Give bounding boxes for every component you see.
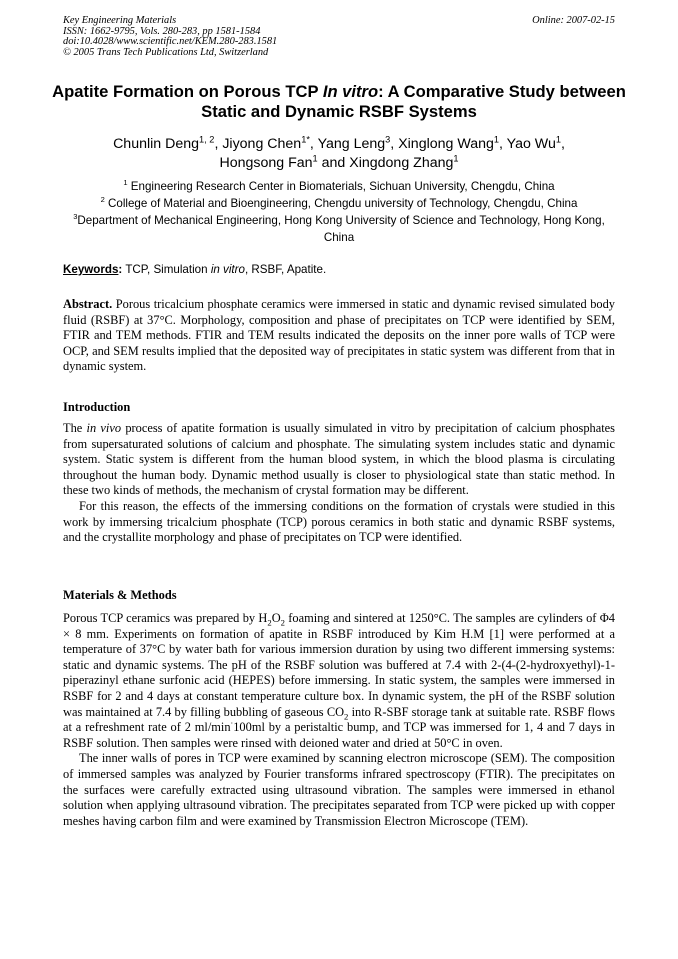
author-affil-mark: 1 bbox=[555, 134, 561, 145]
author-affil-mark: 1 bbox=[453, 153, 459, 164]
middle-dot: · bbox=[230, 719, 234, 729]
author-name: Jiyong Chen bbox=[222, 136, 302, 152]
subscript: 2 bbox=[280, 617, 285, 628]
author-name: Xinglong Wang bbox=[398, 136, 494, 152]
keywords-line bbox=[63, 262, 615, 277]
title-italic: In vitro bbox=[322, 82, 379, 101]
author-name: Hongsong Fan bbox=[219, 155, 313, 171]
abstract-text: Porous tricalcium phosphate ceramics were immersed in static and dynamic revised simulated body fluid (RSBF) at 37°C. Morphology, composition and phase of precipitates on TCP were identified by SEM, FTIR and TEM methods. FTIR and TEM results indicated the deposits on the inner pore walls of TCP were OCP, and SEM results implied that the deposited way of precipitates in static system was different from that in dynamic system. bbox=[63, 297, 615, 374]
introduction-heading: Introduction bbox=[63, 400, 131, 414]
affiliation bbox=[58, 178, 620, 195]
author-separator: , bbox=[560, 136, 565, 152]
abstract bbox=[63, 297, 615, 375]
paper-title bbox=[50, 82, 628, 122]
affiliation-text: College of Material and Bioengineering, Chengdu university of Technology, Chengdu, China bbox=[108, 197, 578, 210]
author-affil-mark: 1* bbox=[301, 134, 310, 145]
author-separator: and bbox=[317, 155, 350, 171]
issn-line: ISSN: 1662-9795, Vols. 280-283, pp 1581-1584 bbox=[63, 25, 261, 37]
author-affil-mark: 1, 2 bbox=[199, 134, 215, 145]
methods-p1-b: O bbox=[271, 611, 281, 625]
affiliation-text: Department of Mechanical Engineering, Hong Kong University of Science and Technology, Hong Kong, China bbox=[77, 214, 605, 244]
affiliation-list bbox=[58, 178, 620, 246]
online-date: Online: 2007-02-15 bbox=[532, 15, 615, 26]
keywords-italic: in vitro bbox=[210, 263, 245, 276]
intro-p1-start: The bbox=[63, 421, 87, 435]
author-name: Xingdong Zhang bbox=[349, 155, 454, 171]
methods-section bbox=[63, 611, 615, 829]
affiliation-number: 3 bbox=[73, 212, 78, 222]
methods-paragraph-1 bbox=[63, 611, 615, 751]
author-affil-mark: 1 bbox=[493, 134, 500, 145]
author-name: Yao Wu bbox=[506, 136, 556, 152]
affiliation bbox=[58, 195, 620, 212]
author-affil-mark: 1 bbox=[312, 153, 318, 164]
publication-header bbox=[63, 16, 277, 58]
subscript: 2 bbox=[344, 711, 349, 722]
title-part-2: : A Comparative Study between Static and Dynamic RSBF Systems bbox=[201, 82, 626, 121]
author-name: Yang Leng bbox=[317, 136, 386, 152]
intro-p1-rest: process of apatite formation is usually simulated in vitro by precipitation of calcium phosphates from supersaturated solutions of calcium and phosphate. The simulating system includes static and dynamic system. Static system is different from the human blood system, in which the blood plasma is circulating throughout the human body. Dynamic method usually is closer to physiological state than static method. In these two kinds of methods, the mechanism of crystal formation may be different. bbox=[63, 421, 615, 498]
methods-heading: Materials & Methods bbox=[63, 588, 177, 602]
methods-p1-d: into R-SBF storage tank at suitable rate. RSBF flows at a refreshment rate of 2 ml/min bbox=[63, 704, 615, 735]
keywords-before: TCP, Simulation bbox=[125, 263, 211, 276]
title-part-1: Apatite Formation on Porous TCP bbox=[52, 82, 323, 101]
affiliation-number: 2 bbox=[100, 195, 105, 205]
author-affil-mark: 3 bbox=[385, 134, 391, 145]
affiliation-text: Engineering Research Center in Biomaterials, Sichuan University, Chengdu, China bbox=[130, 180, 555, 193]
author-separator: , bbox=[309, 136, 318, 152]
affiliation-number: 1 bbox=[123, 178, 128, 188]
methods-p1-e: 100ml by a peristaltic bump, and TCP was immersed for 1, 4 and 7 days in RSBF solution. Then samples were rinsed with deioned water and dried at 50°C in oven. bbox=[63, 720, 615, 750]
author-separator: , bbox=[499, 136, 507, 152]
keywords-label: Keywords bbox=[63, 263, 119, 276]
methods-p1-a: Porous TCP ceramics was prepared by H bbox=[63, 611, 268, 625]
keywords-after: , RSBF, Apatite. bbox=[244, 263, 327, 276]
affiliation bbox=[58, 212, 620, 246]
keywords-colon: : bbox=[118, 263, 123, 276]
intro-paragraph-2: For this reason, the effects of the immersing conditions on the formation of crystals were studied in this work by immersing tricalcium phosphate (TCP) porous ceramics in both static and dynamic RSBF systems, and the crystallite morphology and phase of precipitates on TCP were identified. bbox=[63, 498, 615, 545]
author-name: Chunlin Deng bbox=[113, 136, 200, 152]
author-list bbox=[50, 135, 628, 173]
intro-p1-italic: in vivo bbox=[86, 421, 122, 435]
copyright-line: © 2005 Trans Tech Publications Ltd, Switzerland bbox=[63, 46, 269, 58]
intro-paragraph-1 bbox=[63, 421, 615, 499]
methods-p1-c: foaming and sintered at 1250°C. The samples are cylinders of Φ4 × 8 mm. Experiments on formation of apatite in RSBF introduced by Kim H.M [1] were performed at a temperature of 37°C by water bath for various immersion duration by using two different immersing systems: static and dynamic systems. The pH of the RSBF solution was buffered at 7.4 with 2-(4-(2-hydroxyethyl)-1- piperazinyl ethane surfonic acid (HEPES) before immersing. In static system, the samples were immersed in RSBF for 2 and 4 days at constant temperature culture box. In dynamic system, the pH of the RSBF solution was maintained at 7.4 by filling bubbling of gaseous CO bbox=[63, 611, 615, 719]
author-separator: , bbox=[390, 136, 399, 152]
methods-paragraph-2: The inner walls of pores in TCP were examined by scanning electron microscope (SEM). The composition of immersed samples was analyzed by Fourier transforms infrared spectroscopy (FTIR). The precipitates on the surfaces were carefully extracted using ultrasound vibration. The samples were immersed in ethanol solution when applying ultrasound vibration. The precipitates separated from TCP were picked up with copper meshes having carbon film and were examined by Transmission Electron Microscope (TEM). bbox=[63, 751, 615, 828]
doi-line: doi:10.4028/www.scientific.net/KEM.280-283.1581 bbox=[63, 36, 278, 48]
author-separator: , bbox=[214, 136, 223, 152]
abstract-label: Abstract. bbox=[63, 297, 113, 311]
journal-name: Key Engineering Materials bbox=[63, 15, 177, 26]
introduction-section bbox=[63, 421, 615, 546]
subscript: 2 bbox=[267, 617, 272, 628]
